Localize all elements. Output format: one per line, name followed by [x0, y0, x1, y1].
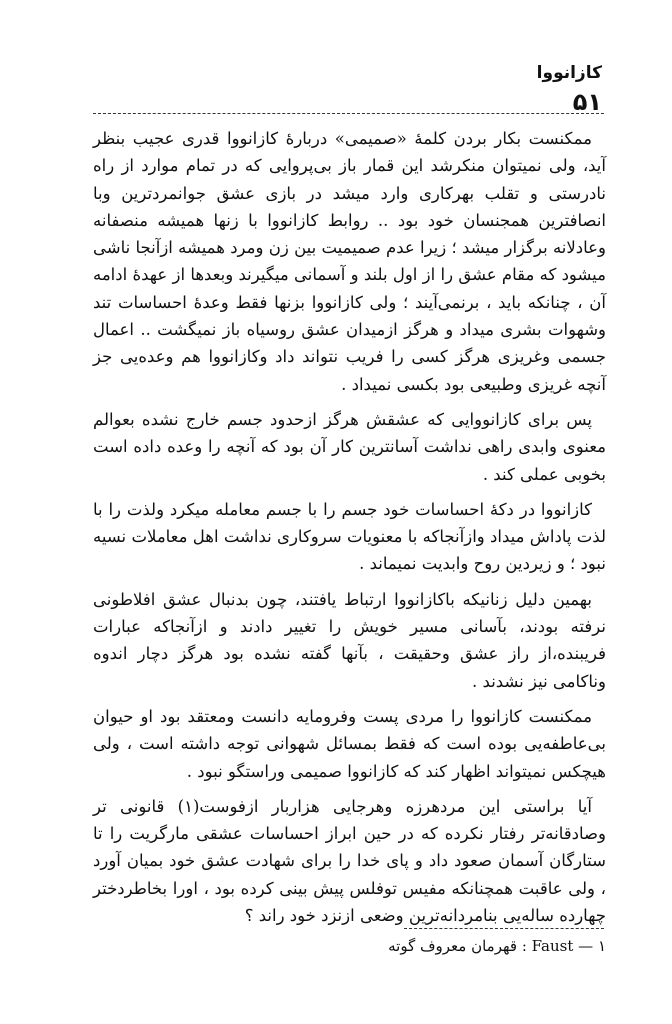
- header-divider: [93, 113, 604, 114]
- paragraph: کازانووا در دکهٔ احساسات خود جسم را با جسم معامله میکرد ولذت را با لذت پاداش میداد وازآنجاکه با معنویات سروکاری نداشت اهل معاملات نسیه نبود ؛ و زیردین روح وابدیت نمیماند .: [93, 499, 606, 574]
- running-title: کازانووا: [536, 63, 602, 83]
- page-number: ۵۱: [572, 88, 602, 116]
- footnote: ۱ — Faust : قهرمان معروف گوته: [388, 937, 606, 955]
- paragraph: پس برای کازانووایی که عشقش هرگز ازحدود جسم خارج نشده بعوالم معنوی وابدی راهی نداشت آسانترین کار آن بود که آنچه را وعده داده است بخوبی عملی کند .: [93, 409, 606, 484]
- paragraph: آیا براستی این مردهرزه وهرجایی هزاربار ازفوست(۱) قانونی تر وصادقانه‌تر رفتار نکرده که در حین ابراز احساسات عشقی مارگریت را تا ستارگان آسمان صعود داد و پای خدا را برای شهادت عشق خود بمیان آورد ، ولی عاقبت همچنانکه مفیس توفلس پیش بینی کرده بود ، اورا بخاطردختر چهارده ساله‌یی بنامردانه‌ترین وضعی ازنزد خود راند ؟: [93, 796, 606, 926]
- footnote-divider: [404, 928, 604, 929]
- page-header: [462, 62, 602, 116]
- body-text: [93, 125, 606, 937]
- paragraph: ممکنست بکار بردن کلمهٔ «صمیمی» دربارهٔ کازانووا قدری عجیب بنظر آید، ولی نمیتوان منکرشد این قمار باز بی‌پروایی که در تمام موارد از راه نادرستی و تقلب بهرکاری وارد میشد در بازی عشق جوانمردترین وبا انصافترین همجنسان خود بود .. روابط کازانووا با زنها همیشه منصفانه وعادلانه برگزار میشد ؛ زیرا عدم صمیمیت بین زن ومرد همیشه ازآنجا ناشی میشود که مقام عشق را از اول بلند و آسمانی میگیرند وبعدها از عهدهٔ ادامه آن ، چنانکه باید ، برنمی‌آیند ؛ ولی کازانووا بزنها فقط وعدهٔ احساسات تند وشهوات بشری میداد و هرگز ازمیدان عشق روسیاه باز نمیگشت .. اعمال جسمی وغریزی هرگز کسی را فریب نتواند داد وکازانووا هم وعده‌یی جز آنچه غریزی وطبیعی بود بکسی نمیداد .: [93, 129, 606, 394]
- paragraph: بهمین دلیل زنانیکه باکازانووا ارتباط یافتند، چون بدنبال عشق افلاطونی نرفته بودند، بآسانی مسیر خویش را تغییر دادند و ازآنجاکه عبارات فریبنده،از راز عشق وحقیقت ، بآنها گفته نشده بود هرگز دچار اندوه وناکامی نیز نشدند .: [93, 589, 606, 691]
- paragraph: ممکنست کازانووا را مردی پست وفرومایه دانست ومعتقد بود او حیوان بی‌عاطفه‌یی بوده است که فقط بمسائل شهوانی توجه داشته است ، ولی هیچکس نمیتواند اظهار کند که کازانووا صمیمی وراستگو نبود .: [93, 706, 606, 781]
